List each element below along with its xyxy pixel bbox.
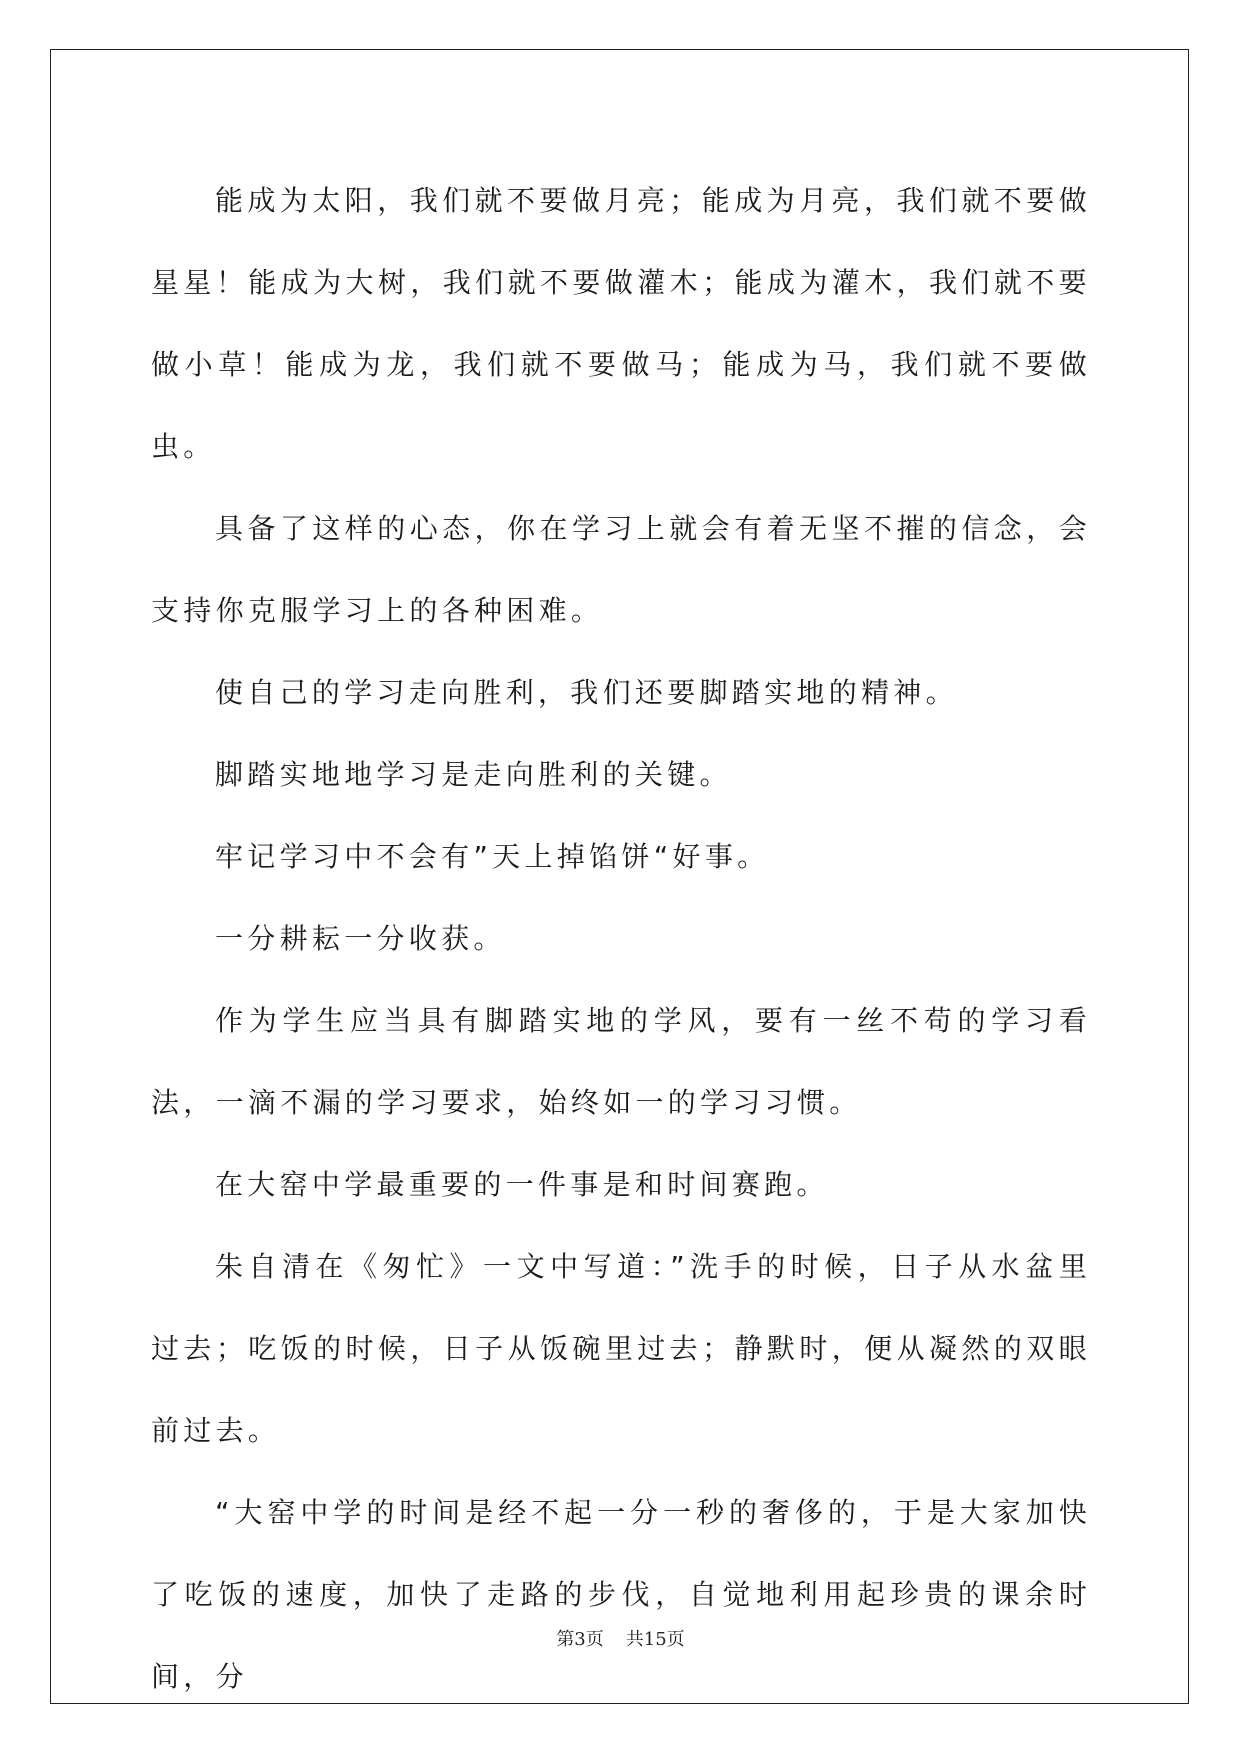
paragraph: 朱自清在《匆忙》一文中写道：”洗手的时候，日子从水盆里过去；吃饭的时候，日子从饭碗里过去；静默时，便从凝然的双眼前过去。 (151, 1250, 1091, 1447)
page-number: 第3页 (556, 1629, 604, 1650)
page-total: 共15页 (625, 1629, 685, 1650)
paragraph: 脚踏实地地学习是走向胜利的关键。 (215, 758, 732, 791)
paragraph: 作为学生应当具有脚踏实地的学风，要有一丝不苟的学习看法，一滴不漏的学习要求，始终如一的学习习惯。 (151, 1004, 1091, 1119)
paragraph: 使自己的学习走向胜利，我们还要脚踏实地的精神。 (215, 676, 958, 709)
page-footer (0, 1625, 1241, 1651)
paragraph: 牢记学习中不会有”天上掉馅饼“好事。 (215, 840, 770, 873)
paragraph: 具备了这样的心态，你在学习上就会有着无坚不摧的信念，会支持你克服学习上的各种困难。 (151, 512, 1091, 627)
paragraph: 能成为太阳，我们就不要做月亮；能成为月亮，我们就不要做星星！能成为大树，我们就不要做灌木；能成为灌木，我们就不要做小草！能成为龙，我们就不要做马；能成为马，我们就不要做虫。 (151, 184, 1091, 463)
paragraph: 在大窑中学最重要的一件事是和时间赛跑。 (215, 1168, 829, 1201)
document-body (151, 160, 1091, 1718)
paragraph: 一分耕耘一分收获。 (215, 922, 506, 955)
paragraph: “大窑中学的时间是经不起一分一秒的奢侈的，于是大家加快了吃饭的速度，加快了走路的步伐，自觉地利用起珍贵的课余时间，分 (151, 1496, 1091, 1693)
